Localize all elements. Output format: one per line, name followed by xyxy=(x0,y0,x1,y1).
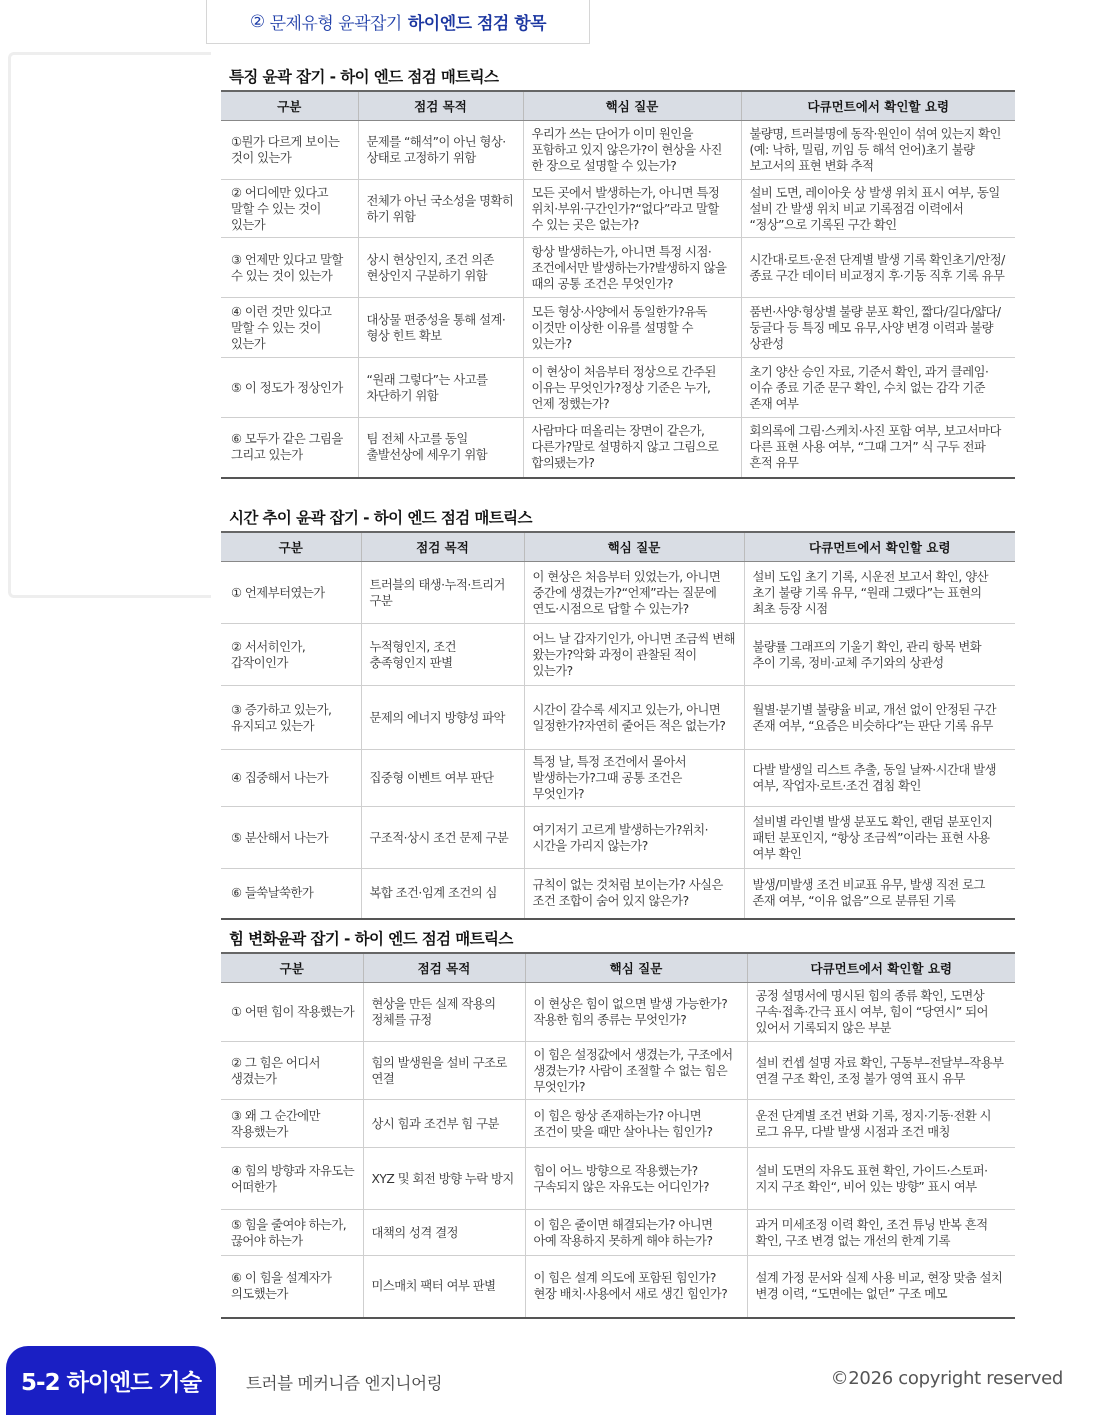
column-header: 핵심 질문 xyxy=(523,91,741,121)
table-cell: 누적형인지, 조건 충족형인지 판별 xyxy=(361,624,524,686)
section-time-trend xyxy=(221,505,1015,920)
table-row xyxy=(221,180,1015,238)
row-category: ①뭔가 다르게 보이는 것이 있는가 xyxy=(221,121,358,180)
table-cell: 운전 단계별 조건 변화 기록, 정지·기동·전환 시 로그 유무, 다발 발생 시점과 조건 매칭 xyxy=(747,1100,1015,1148)
table-cell: 설비 컨셉 설명 자료 확인, 구동부–전달부–작용부 연결 구조 확인, 조정 불가 영역 표시 유무 xyxy=(747,1042,1015,1100)
table-row xyxy=(221,983,1015,1042)
row-category: ⑥ 들쑥날쑥한가 xyxy=(221,869,361,919)
table-cell: 이 힘은 설정값에서 생겼는가, 구조에서 생겼는가? 사람이 조절할 수 없는 힘은 무엇인가? xyxy=(525,1042,747,1100)
table-cell: 대책의 성격 결정 xyxy=(363,1210,525,1256)
header-row xyxy=(221,953,1015,983)
column-header: 핵심 질문 xyxy=(524,532,744,562)
copyright: ©2026 copyright reserved xyxy=(830,1368,1063,1389)
table-cell: 미스매치 팩터 여부 판별 xyxy=(363,1256,525,1318)
table-row xyxy=(221,750,1015,807)
footer-subtitle: 트러블 메커니즘 엔지니어링 xyxy=(246,1374,443,1393)
section-title: 특징 윤곽 잡기 - 하이 엔드 점검 매트릭스 xyxy=(229,68,499,86)
table-row xyxy=(221,238,1015,298)
column-header: 구분 xyxy=(221,532,361,562)
table-cell: XYZ 및 회전 방향 누락 방지 xyxy=(363,1148,525,1210)
matrix-table xyxy=(221,90,1015,479)
row-category: ① 어떤 힘이 작용했는가 xyxy=(221,983,363,1042)
row-category: ④ 이런 것만 있다고 말할 수 있는 것이 있는가 xyxy=(221,298,358,358)
section-title: 힘 변화윤곽 잡기 - 하이 엔드 점검 매트릭스 xyxy=(229,930,513,948)
row-category: ④ 힘의 방향과 자유도는 어떠한가 xyxy=(221,1148,363,1210)
table-cell: 대상물 편중성을 통해 설계·형상 힌트 확보 xyxy=(358,298,523,358)
table-cell: 설비 도입 초기 기록, 시운전 보고서 확인, 양산 초기 불량 기록 유무, “원래 그랬다”는 표현의 최초 등장 시점 xyxy=(744,562,1015,624)
table-cell: 여기저기 고르게 발생하는가?위치·시간을 가리지 않는가? xyxy=(524,807,744,869)
table-row xyxy=(221,562,1015,624)
header-number: ② xyxy=(249,11,265,32)
header-row xyxy=(221,91,1015,121)
table-cell: 품번·사양·형상별 불량 분포 확인, 짧다/길다/얇다/둥글다 등 특징 메모 유무,사양 변경 이력과 불량 상관성 xyxy=(741,298,1015,358)
column-header: 다큐먼트에서 확인할 요령 xyxy=(744,532,1015,562)
column-header: 점검 목적 xyxy=(363,953,525,983)
table-cell: 어느 날 갑자기인가, 아니면 조금씩 변해 왔는가?악화 과정이 관찰된 적이 있는가? xyxy=(524,624,744,686)
table-cell: 문제의 에너지 방향성 파악 xyxy=(361,686,524,750)
table-cell: 시간이 갈수록 세지고 있는가, 아니면 일정한가?자연히 줄어든 적은 없는가? xyxy=(524,686,744,750)
table-cell: 힘의 발생원을 설비 구조로 연결 xyxy=(363,1042,525,1100)
header-title: 문제유형 윤곽잡기 xyxy=(269,14,402,34)
table-cell: 과거 미세조정 이력 확인, 조건 튜닝 반복 흔적 확인, 구조 변경 없는 개선의 한계 기록 xyxy=(747,1210,1015,1256)
table-row xyxy=(221,298,1015,358)
section-force-change xyxy=(221,926,1015,1319)
row-category: ② 어디에만 있다고 말할 수 있는 것이 있는가 xyxy=(221,180,358,238)
table-cell: 팀 전체 사고를 동일 출발선상에 세우기 위함 xyxy=(358,418,523,478)
decorative-bracket xyxy=(8,52,211,598)
matrix-table xyxy=(221,952,1015,1319)
table-cell: 이 힘은 줄이면 해결되는가? 아니면 아예 작용하지 못하게 해야 하는가? xyxy=(525,1210,747,1256)
table-cell: 이 힘은 설계 의도에 포함된 힘인가? 현장 배치·사용에서 새로 생긴 힘인가? xyxy=(525,1256,747,1318)
table-row xyxy=(221,1210,1015,1256)
table-cell: 집중형 이벤트 여부 판단 xyxy=(361,750,524,807)
table-cell: 구조적·상시 조건 문제 구분 xyxy=(361,807,524,869)
page-header xyxy=(206,0,590,44)
table-cell: 규칙이 없는 것처럼 보이는가? 사실은 조건 조합이 숨어 있지 않은가? xyxy=(524,869,744,919)
row-category: ③ 언제만 있다고 말할 수 있는 것이 있는가 xyxy=(221,238,358,298)
table-row xyxy=(221,358,1015,418)
table-cell: 공정 설명서에 명시된 힘의 종류 확인, 도면상 구속·접촉·간극 표시 여부, 힘이 “당연시” 되어 있어서 기록되지 않은 부분 xyxy=(747,983,1015,1042)
table-row xyxy=(221,1256,1015,1318)
section-features xyxy=(221,64,1015,479)
column-header: 핵심 질문 xyxy=(525,953,747,983)
table-cell: 항상 발생하는가, 아니면 특정 시점·조건에서만 발생하는가?발생하지 않을 때의 공통 조건은 무엇인가? xyxy=(523,238,741,298)
column-header: 다큐먼트에서 확인할 요령 xyxy=(741,91,1015,121)
header-highlight: 하이엔드 점검 항목 xyxy=(407,14,547,34)
row-category: ② 서서히인가, 갑작이인가 xyxy=(221,624,361,686)
table-cell: 이 현상은 처음부터 있었는가, 아니면 중간에 생겼는가?“언제”라는 질문에 연도·시점으로 답할 수 있는가? xyxy=(524,562,744,624)
table-row xyxy=(221,1042,1015,1100)
footer-badge: 5-2 하이엔드 기술 xyxy=(6,1346,216,1415)
column-header: 점검 목적 xyxy=(358,91,523,121)
header-row xyxy=(221,532,1015,562)
row-category: ⑤ 힘을 줄여야 하는가, 끊어야 하는가 xyxy=(221,1210,363,1256)
table-cell: 설비 도면, 레이아웃 상 발생 위치 표시 여부, 동일 설비 간 발생 위치 비교 기록점검 이력에서 “정상”으로 기록된 구간 확인 xyxy=(741,180,1015,238)
table-cell: 상시 현상인지, 조건 의존 현상인지 구분하기 위함 xyxy=(358,238,523,298)
column-header: 점검 목적 xyxy=(361,532,524,562)
row-category: ② 그 힘은 어디서 생겼는가 xyxy=(221,1042,363,1100)
row-category: ③ 증가하고 있는가, 유지되고 있는가 xyxy=(221,686,361,750)
table-cell: 설비별 라인별 발생 분포도 확인, 랜덤 분포인지 패턴 분포인지, “항상 조금씩”이라는 표현 사용 여부 확인 xyxy=(744,807,1015,869)
table-cell: 불량률 그래프의 기울기 확인, 관리 항목 변화 추이 기록, 정비·교체 주기와의 상관성 xyxy=(744,624,1015,686)
table-cell: 불량명, 트러블명에 동작·원인이 섞여 있는지 확인(예: 낙하, 밀림, 끼임 등 해석 언어)초기 불량 보고서의 표현 변화 추적 xyxy=(741,121,1015,180)
row-category: ⑥ 이 힘을 설계자가 의도했는가 xyxy=(221,1256,363,1318)
table-cell: “원래 그렇다”는 사고를 차단하기 위함 xyxy=(358,358,523,418)
table-cell: 힘이 어느 방향으로 작용했는가?구속되지 않은 자유도는 어디인가? xyxy=(525,1148,747,1210)
row-category: ⑥ 모두가 같은 그림을 그리고 있는가 xyxy=(221,418,358,478)
table-cell: 회의록에 그림·스케치·사진 포함 여부, 보고서마다 다른 표현 사용 여부, “그때 그거” 식 구두 전파 흔적 유무 xyxy=(741,418,1015,478)
table-cell: 시간대·로트·운전 단계별 발생 기록 확인초기/안정/종료 구간 데이터 비교정지 후·기동 직후 기록 유무 xyxy=(741,238,1015,298)
table-row xyxy=(221,624,1015,686)
table-cell: 모든 곳에서 발생하는가, 아니면 특정 위치·부위·구간인가?“없다”라고 말할 수 있는 곳은 없는가? xyxy=(523,180,741,238)
table-row xyxy=(221,418,1015,478)
table-cell: 설계 가정 문서와 실제 사용 비교, 현장 맞춤 설치 변경 이력, “도면에는 없던” 구조 메모 xyxy=(747,1256,1015,1318)
table-cell: 이 힘은 항상 존재하는가? 아니면 조건이 맞을 때만 살아나는 힘인가? xyxy=(525,1100,747,1148)
matrix-table xyxy=(221,531,1015,920)
table-cell: 복합 조건·임계 조건의 심 xyxy=(361,869,524,919)
table-cell: 특정 날, 특정 조건에서 몰아서 발생하는가?그때 공통 조건은 무엇인가? xyxy=(524,750,744,807)
table-cell: 전체가 아닌 국소성을 명확히 하기 위함 xyxy=(358,180,523,238)
column-header: 구분 xyxy=(221,91,358,121)
table-cell: 우리가 쓰는 단어가 이미 원인을 포함하고 있지 않은가?이 현상을 사진 한 장으로 설명할 수 있는가? xyxy=(523,121,741,180)
row-category: ① 언제부터였는가 xyxy=(221,562,361,624)
table-row xyxy=(221,121,1015,180)
table-cell: 현상을 만든 실제 작용의 정체를 규정 xyxy=(363,983,525,1042)
table-cell: 다발 발생일 리스트 추출, 동일 날짜·시간대 발생 여부, 작업자·로트·조건 겹침 확인 xyxy=(744,750,1015,807)
table-row xyxy=(221,686,1015,750)
row-category: ④ 집중해서 나는가 xyxy=(221,750,361,807)
table-cell: 이 현상이 처음부터 정상으로 간주된 이유는 무엇인가?정상 기준은 누가, 언제 정했는가? xyxy=(523,358,741,418)
table-row xyxy=(221,869,1015,919)
row-category: ⑤ 이 정도가 정상인가 xyxy=(221,358,358,418)
table-cell: 문제를 “해석”이 아닌 형상·상태로 고정하기 위함 xyxy=(358,121,523,180)
row-category: ③ 왜 그 순간에만 작용했는가 xyxy=(221,1100,363,1148)
table-cell: 트러블의 태생·누적·트리거 구분 xyxy=(361,562,524,624)
table-cell: 설비 도면의 자유도 표현 확인, 가이드·스토퍼·지지 구조 확인“, 비어 있는 방향” 표시 여부 xyxy=(747,1148,1015,1210)
table-row xyxy=(221,1148,1015,1210)
table-cell: 초기 양산 승인 자료, 기준서 확인, 과거 클레임·이슈 종료 기준 문구 확인, 수치 없는 감각 기준 존재 여부 xyxy=(741,358,1015,418)
column-header: 다큐먼트에서 확인할 요령 xyxy=(747,953,1015,983)
table-cell: 모든 형상·사양에서 동일한가?유독 이것만 이상한 이유를 설명할 수 있는가? xyxy=(523,298,741,358)
row-category: ⑤ 분산해서 나는가 xyxy=(221,807,361,869)
table-cell: 사람마다 떠올리는 장면이 같은가, 다른가?말로 설명하지 않고 그림으로 합의됐는가? xyxy=(523,418,741,478)
table-cell: 월별·분기별 불량율 비교, 개선 없이 안정된 구간 존재 여부, “요즘은 비슷하다”는 판단 기록 유무 xyxy=(744,686,1015,750)
table-cell: 상시 힘과 조건부 힘 구분 xyxy=(363,1100,525,1148)
table-cell: 발생/미발생 조건 비교표 유무, 발생 직전 로그 존재 여부, “이유 없음”으로 분류된 기록 xyxy=(744,869,1015,919)
column-header: 구분 xyxy=(221,953,363,983)
section-title: 시간 추이 윤곽 잡기 - 하이 엔드 점검 매트릭스 xyxy=(229,509,532,527)
table-cell: 이 현상은 힘이 없으면 발생 가능한가?작용한 힘의 종류는 무엇인가? xyxy=(525,983,747,1042)
table-row xyxy=(221,1100,1015,1148)
table-row xyxy=(221,807,1015,869)
